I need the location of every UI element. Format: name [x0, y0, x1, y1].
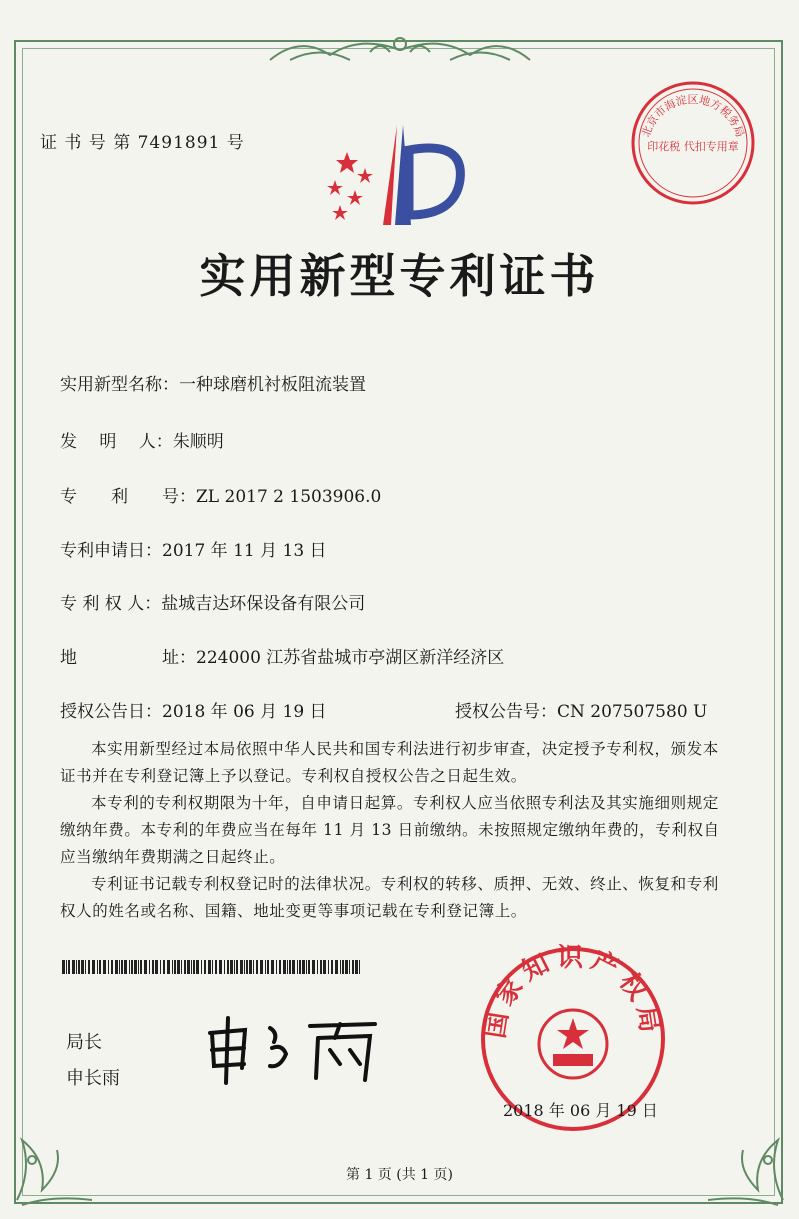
field-value: 朱顺明: [172, 432, 224, 452]
stamp-date: 2018 年 06 月 19 日: [503, 1101, 658, 1120]
field-patent-number: [60, 482, 381, 507]
field-label: 授权公告日：: [60, 702, 162, 722]
field-value: 224000 江苏省盐城市亭湖区新洋经济区: [196, 648, 505, 668]
tax-stamp: [628, 78, 758, 208]
svg-text:北京市海淀区地方税务局: [639, 92, 746, 139]
tax-stamp-inner: 印花税 代扣专用章: [647, 140, 739, 153]
field-label: 专 利 号：: [60, 487, 196, 507]
field-value: 2018 年 06 月 19 日: [162, 702, 327, 722]
field-label: 实用新型名称：: [60, 375, 179, 395]
certificate-number: 证 书 号 第 7491891 号: [40, 133, 245, 153]
bottom-right-ornament: [698, 1100, 788, 1210]
field-address: [60, 643, 504, 668]
signature-title: 局长: [66, 1032, 102, 1053]
bottom-left-ornament: [12, 1100, 102, 1210]
top-ornament: [260, 30, 540, 70]
field-value: CN 207507580 U: [557, 702, 708, 722]
field-value: 一种球磨机衬板阻流装置: [179, 375, 366, 395]
field-value: 2017 年 11 月 13 日: [162, 541, 327, 561]
tax-stamp-text: 北京市海淀区地方税务局: [639, 93, 747, 139]
field-label: 发 明 人：: [60, 432, 173, 452]
signature-name: 申长雨: [66, 1068, 120, 1089]
field-label: 专利申请日：: [60, 541, 162, 561]
barcode: [62, 960, 362, 974]
certificate-title: 实用新型专利证书: [199, 249, 600, 303]
field-grant-date: [60, 697, 327, 722]
page-indicator: 第 1 页 (共 1 页): [346, 1167, 453, 1183]
body-paragraph-3: 专利证书记载专利权登记时的法律状况。专利权的转移、质押、无效、终止、恢复和专利权人的姓名或名称、国籍、地址变更等事项记载在专利登记簿上。: [60, 875, 719, 920]
field-publication-number: [455, 697, 707, 722]
field-label: 地 址：: [60, 648, 196, 668]
handwritten-signature: [200, 1008, 400, 1088]
field-patent-holder: [60, 589, 365, 614]
field-inventor: [60, 427, 224, 452]
field-value: ZL 2017 2 1503906.0: [196, 487, 382, 507]
field-label: 专 利 权 人：: [60, 594, 162, 614]
body-paragraph-2: 本专利的专利权期限为十年，自申请日起算。专利权人应当依照专利法及其实施细则规定缴纳年费。本专利的年费应当在每年 11 月 13 日前缴纳。未按照规定缴纳年费的，专利权自应当缴纳年费期满之日起终止。: [60, 794, 720, 866]
field-label: 授权公告号：: [455, 702, 557, 722]
field-value: 盐城吉达环保设备有限公司: [161, 594, 366, 614]
field-filing-date: [60, 536, 327, 561]
cnipa-stamp-text: 国家知识产权局: [480, 944, 666, 1041]
body-paragraph-1: 本实用新型经过本局依照中华人民共和国专利法进行初步审查，决定授予专利权，颁发本证书并在专利登记簿上予以登记。专利权自授权公告之日起生效。: [60, 740, 719, 785]
patent-office-logo: [325, 120, 475, 230]
field-utility-model-name: [60, 370, 366, 395]
